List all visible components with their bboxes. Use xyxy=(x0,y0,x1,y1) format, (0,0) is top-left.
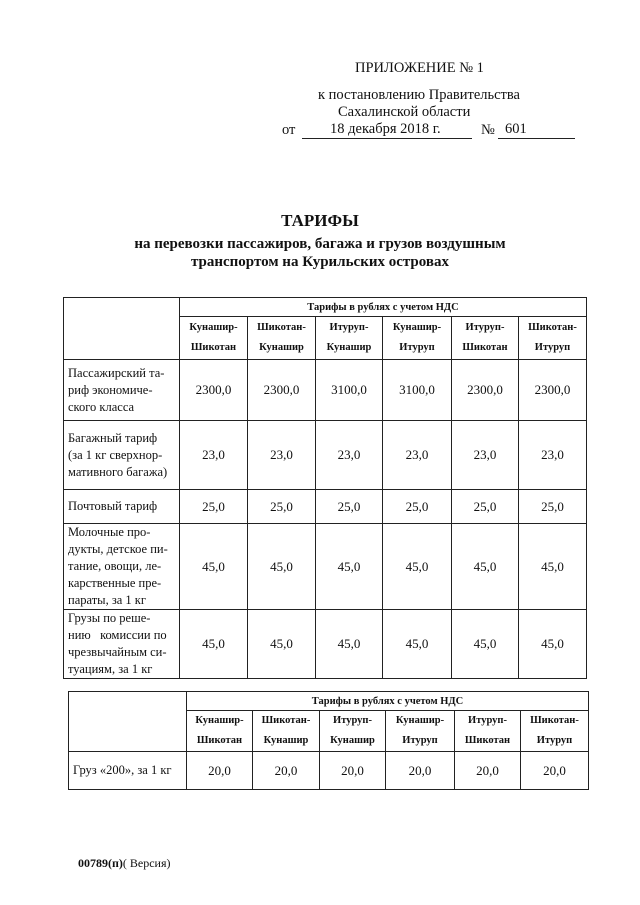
table-cell: 45,0 xyxy=(383,524,452,610)
decree-number: 601 xyxy=(505,121,527,137)
table-cell: 45,0 xyxy=(316,524,383,610)
table-cell: 23,0 xyxy=(180,421,248,490)
row-label: Пассажирский та- риф экономиче- ского класса xyxy=(64,360,180,421)
table-cell: 45,0 xyxy=(248,610,316,679)
date-label: от xyxy=(282,122,296,138)
table-row xyxy=(64,490,587,524)
table-cell: 20,0 xyxy=(253,752,320,790)
table-cell: 25,0 xyxy=(519,490,587,524)
table-cell: 23,0 xyxy=(248,421,316,490)
table-cell: 20,0 xyxy=(386,752,455,790)
row-label: Почтовый тариф xyxy=(64,490,180,524)
table-cell: 23,0 xyxy=(519,421,587,490)
table-cell: 45,0 xyxy=(383,610,452,679)
table-cell: 45,0 xyxy=(180,610,248,679)
corner-cell xyxy=(69,692,187,752)
table-cell: 20,0 xyxy=(187,752,253,790)
column-header: Шикотан- Кунашир xyxy=(248,317,316,360)
tariff-table-main xyxy=(63,297,587,679)
table-cell: 3100,0 xyxy=(316,360,383,421)
column-header: Итуруп- Шикотан xyxy=(452,317,519,360)
row-label: Груз «200», за 1 кг xyxy=(69,752,187,790)
decree-line-2: Сахалинской области xyxy=(338,104,471,120)
document-footer xyxy=(78,856,171,871)
column-header: Кунашир- Шикотан xyxy=(187,711,253,752)
row-label: Багажный тариф (за 1 кг сверхнор- мативного багажа) xyxy=(64,421,180,490)
table-super-header: Тарифы в рублях с учетом НДС xyxy=(180,298,587,317)
table-cell: 45,0 xyxy=(519,610,587,679)
table-super-header: Тарифы в рублях с учетом НДС xyxy=(187,692,589,711)
table-cell: 45,0 xyxy=(452,610,519,679)
table-cell: 2300,0 xyxy=(180,360,248,421)
footer-code: 00789(п) xyxy=(78,856,123,870)
number-label: № xyxy=(481,122,495,138)
table-cell: 20,0 xyxy=(455,752,521,790)
table-cell: 45,0 xyxy=(180,524,248,610)
column-header: Итуруп- Кунашир xyxy=(320,711,386,752)
table-row xyxy=(69,752,589,790)
table-cell: 20,0 xyxy=(320,752,386,790)
footer-version: ( Версия) xyxy=(122,856,171,870)
table-cell: 45,0 xyxy=(519,524,587,610)
number-underline xyxy=(498,138,575,139)
tariff-table-cargo200 xyxy=(68,691,589,790)
table-row xyxy=(64,524,587,610)
table-cell: 2300,0 xyxy=(452,360,519,421)
decree-line-1: к постановлению Правительства xyxy=(318,87,520,103)
table-cell: 23,0 xyxy=(316,421,383,490)
doc-subtitle-2: транспортом на Курильских островах xyxy=(190,254,450,270)
column-header: Итуруп- Шикотан xyxy=(455,711,521,752)
table-cell: 2300,0 xyxy=(519,360,587,421)
table-cell: 45,0 xyxy=(248,524,316,610)
date-underline xyxy=(302,138,472,139)
table-cell: 23,0 xyxy=(383,421,452,490)
table-cell: 25,0 xyxy=(383,490,452,524)
table-row xyxy=(64,360,587,421)
appendix-title: ПРИЛОЖЕНИЕ № 1 xyxy=(355,60,484,76)
column-header: Кунашир- Итуруп xyxy=(383,317,452,360)
table-row xyxy=(64,610,587,679)
column-header: Шикотан- Итуруп xyxy=(521,711,589,752)
table-cell: 45,0 xyxy=(316,610,383,679)
column-header: Кунашир- Шикотан xyxy=(180,317,248,360)
table-cell: 25,0 xyxy=(248,490,316,524)
column-header: Итуруп- Кунашир xyxy=(316,317,383,360)
table-cell: 23,0 xyxy=(452,421,519,490)
table-row xyxy=(64,421,587,490)
row-label: Грузы по реше- нию комиссии по чрезвычайным си- туациям, за 1 кг xyxy=(64,610,180,679)
table-cell: 3100,0 xyxy=(383,360,452,421)
column-header: Шикотан- Итуруп xyxy=(519,317,587,360)
table-cell: 20,0 xyxy=(521,752,589,790)
table-cell: 25,0 xyxy=(316,490,383,524)
column-header: Шикотан- Кунашир xyxy=(253,711,320,752)
decree-date: 18 декабря 2018 г. xyxy=(330,121,441,137)
doc-subtitle-1: на перевозки пассажиров, багажа и грузов воздушным xyxy=(134,236,506,252)
table-cell: 2300,0 xyxy=(248,360,316,421)
column-header: Кунашир- Итуруп xyxy=(386,711,455,752)
table-cell: 25,0 xyxy=(180,490,248,524)
doc-title: ТАРИФЫ xyxy=(281,211,359,230)
table-cell: 25,0 xyxy=(452,490,519,524)
table-cell: 45,0 xyxy=(452,524,519,610)
corner-cell xyxy=(64,298,180,360)
row-label: Молочные про- дукты, детское пи- тание, овощи, ле- карственные пре- параты, за 1 кг xyxy=(64,524,180,610)
